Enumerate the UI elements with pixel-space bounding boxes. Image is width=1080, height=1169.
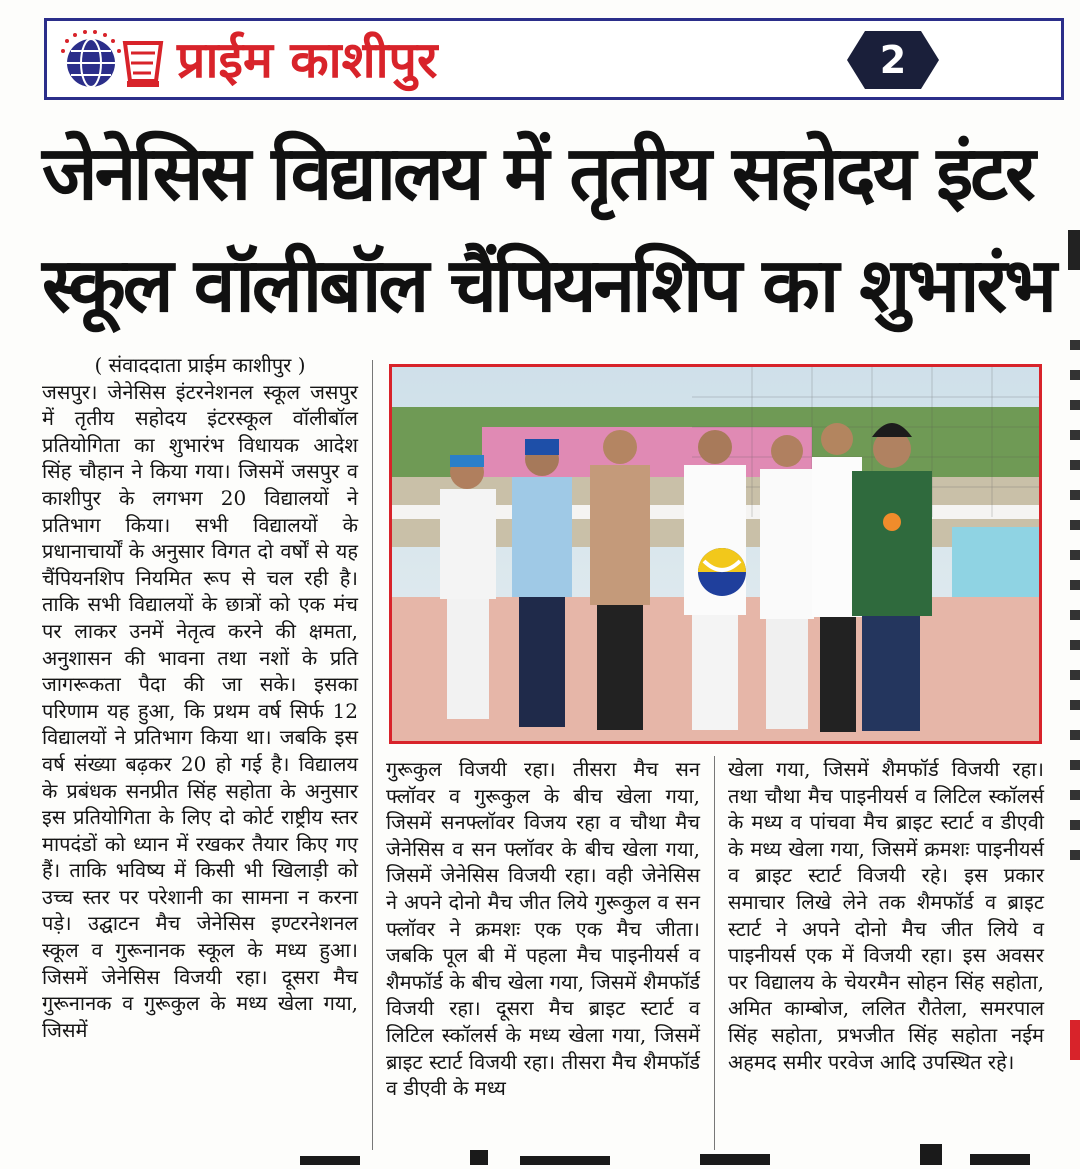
adjacent-article-edge (1066, 220, 1080, 1120)
masthead (44, 18, 1064, 100)
newspaper-name: प्राईम काशीपुर (177, 31, 438, 89)
globe-with-cup-logo (61, 29, 171, 93)
article-text-1: जसपुर। जेनेसिस इंटरनेशनल स्कूल जसपुर में तृतीय सहोदय इंटरस्कूल वॉलीबॉल प्रतियोगिता का शुभारंभ विधायक आदेश सिंह चौहान ने किया गया। जिसमें जसपुर व काशीपुर के लगभग 20 विद्यालयों ने प्रतिभाग किया। सभी विद्यालयों के प्रधानाचार्यों के अनुसार विगत दो वर्षों से यह चैंपियनशिप नियमित रूप से चल रही है। ताकि सभी विद्यालयों के छात्रों को एक मंच पर लाकर उनमें नेतृत्व करने की क्षमता, अनुशासन की भावना तथा नशों के प्रति जागरूकता पैदा की जा सके। इसका परिणाम यह हुआ, कि प्रथम वर्ष सिर्फ 12 विद्यालयों ने प्रतिभाग किया था। जबकि इस वर्ष संख्या बढ़कर 20 हो गई है। विद्यालय के प्रबंधक सनप्रीत सिंह सहोता के अनुसार इस प्रतियोगिता के लिए दो कोर्ट राष्ट्रीय स्तर मापदंडों को ध्यान में रखकर तैयार किए गए हैं। ताकि भविष्य में किसी भी खिलाड़ी को उच्च स्तर पर परेशानी का सामना न करना पड़े। उद्घाटन मैच जेनेसिस इण्टरनेशनल स्कूल व गुरूनानक स्कूल के मध्य हुआ। जिसमें जेनेसिस विजयी रहा। दूसरा मैच गुरूनानक व गुरूकुल के मध्य खेला गया, जिसमें (42, 379, 358, 1042)
article-column-2: गुरूकुल विजयी रहा। तीसरा मैच सन फ्लॉवर व गुरूकुल के बीच खेला गया, जिसमें सनफ्लॉवर विजय रहा व चौथा मैच जेनेसिस व सन फ्लॉवर के बीच खेला गया, जिसमें जेनेसिस विजयी रहा। वही जेनेसिस ने अपने दोनो मैच जीत लिये गुरूकुल व सन फ्लॉवर ने क्रमशः एक एक मैच जीता। जबकि पूल बी में पहला मैच पाइनीयर्स व शैमफॉर्ड के बीच खेला गया, जिसमें शैमफॉर्ड विजयी रहा। दूसरा मैच ब्राइट स्टार्ट व लिटिल स्कॉलर्स के मध्य खेला गया, जिसमें ब्राइट स्टार्ट विजयी रहा। तीसरा मैच शैमफॉर्ड व डीएवी के मध्य (386, 757, 700, 1101)
article-column-3: खेला गया, जिसमें शैमफॉर्ड विजयी रहा। तथा चौथा मैच पाइनीयर्स व लिटिल स्कॉलर्स के मध्य व पांचवा मैच ब्राइट स्टार्ट व डीएवी के मध्य खेला गया, जिसमें क्रमशः पाइनीयर्स व ब्राइट स्टार्ट विजयी रहे। इस प्रकार समाचार लिखे लेने तक शैमफॉर्ड व ब्राइट स्टार्ट ने अपने दोनो मैच जीत लिये व पाइनीयर्स एक में विजयी रहा। इस अवसर पर विद्यालय के चेयरमैन सोहन सिंह सहोता, अमित काम्बोज, ललित रौतेला, समरपाल सिंह सहोता, प्रभजीत सिंह सहोता नईम अहमद समीर परवेज आदि उपस्थित रहे। (728, 757, 1044, 1074)
page-number: 2 (879, 38, 907, 82)
headline-line-2: स्कूल वॉलीबॉल चैंपियनशिप का शुभारंभ (42, 241, 1054, 329)
byline: ( संवाददाता प्राईम काशीपुर ) (94, 353, 306, 377)
column-divider (372, 360, 373, 1150)
photo-illustration (392, 367, 1039, 741)
headline-line-1: जेनेसिस विद्यालय में तृतीय सहोदय इंटर (42, 129, 1033, 217)
next-headline-edge (0, 1138, 1080, 1165)
volleyball-inauguration-photo (389, 364, 1042, 744)
column-divider (714, 756, 715, 1150)
article-column-1 (42, 352, 358, 1043)
